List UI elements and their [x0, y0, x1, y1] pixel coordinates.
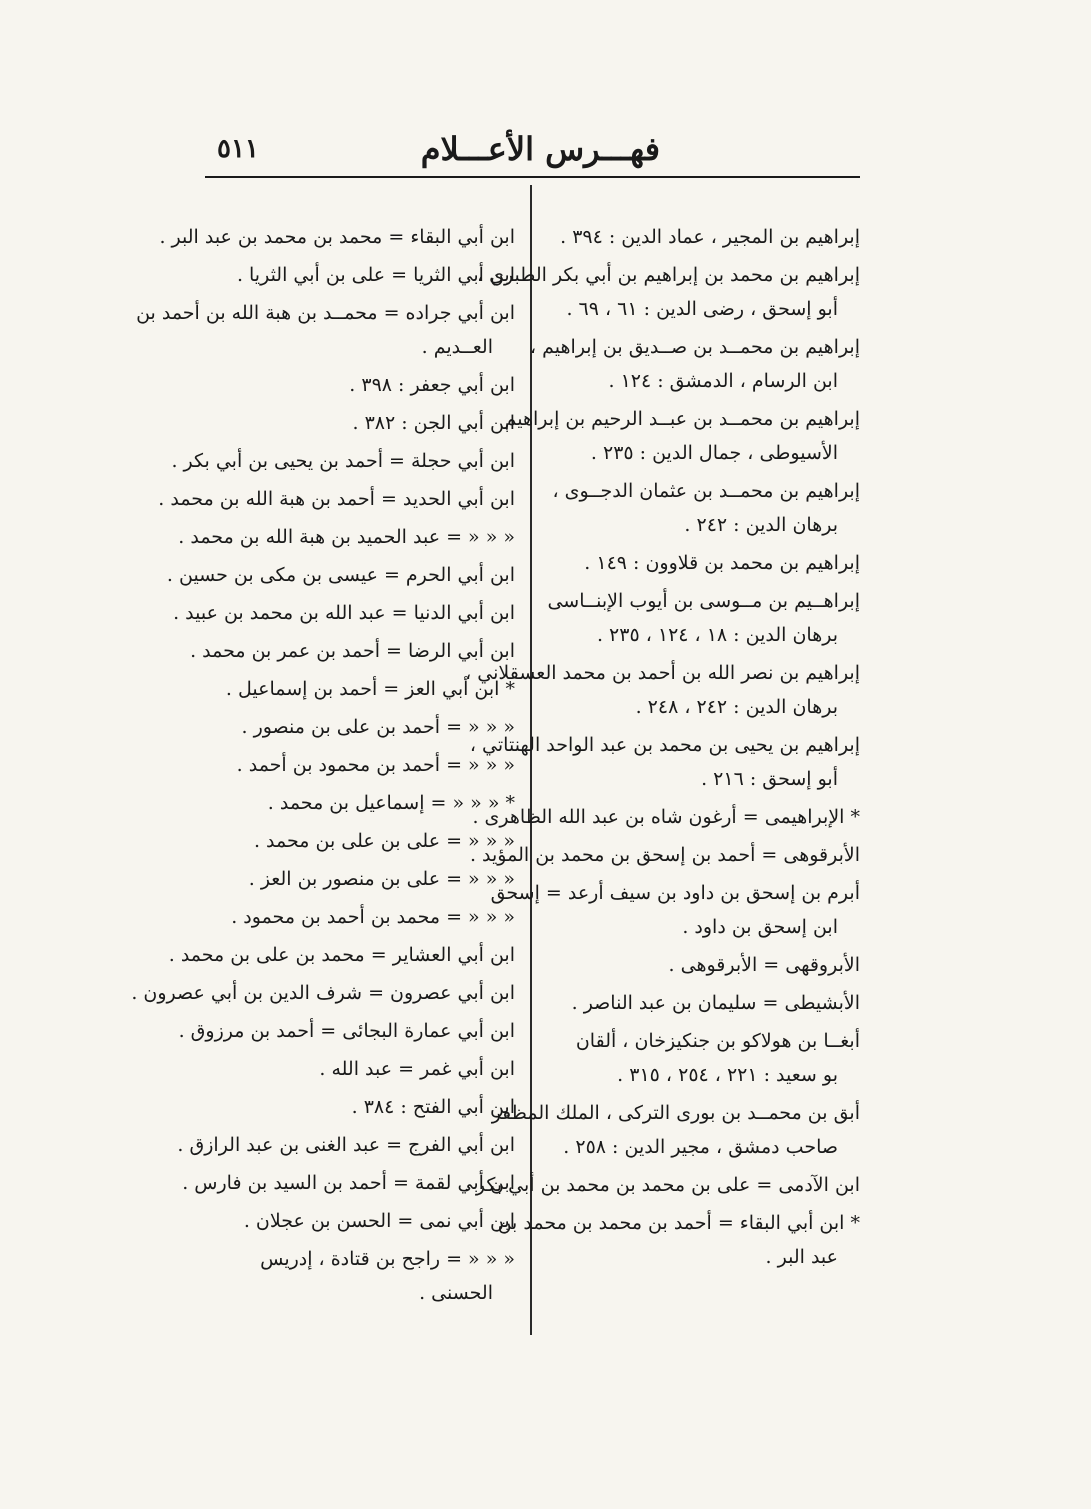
index-entry	[550, 220, 860, 254]
entry-line: ابن أبي عصرون = شرف الدين بن أبي عصرون .	[131, 982, 515, 1004]
index-entry	[182, 1166, 515, 1200]
entry-continuation: بو سعيد : ٢٢١ ، ٢٥٤ ، ٣١٥ .	[617, 1064, 838, 1086]
entry-continuation: أبو إسحق ، رضى الدين : ٦١ ، ٦٩ .	[566, 298, 838, 320]
entry-continuation: صاحب دمشق ، مجير الدين : ٢٥٨ .	[563, 1136, 838, 1158]
entry-line: « « « = محمد بن أحمد بن محمود .	[231, 906, 515, 928]
index-entry	[550, 1024, 860, 1092]
entry-continuation: الأسيوطى ، جمال الدين : ٢٣٥ .	[590, 442, 838, 464]
index-entry	[205, 900, 515, 934]
index-entry	[159, 220, 515, 254]
entry-line: ابن أبي البقاء = محمد بن محمد بن عبد البر .	[159, 226, 515, 248]
index-entry	[205, 824, 515, 858]
index-entry	[205, 672, 515, 706]
entry-line: « « « = عبد الحميد بن هبة الله بن محمد .	[178, 526, 515, 548]
entry-line: « « « = على بن منصور بن العز .	[248, 868, 515, 890]
entry-line: ابن أبي حجلة = أحمد بن يحيى بن أبي بكر .	[171, 450, 515, 472]
entry-line: ابن أبي جراده = محمــد بن هبة الله بن أحمد بن	[136, 302, 515, 324]
entry-line: ابن أبي الرضا = أحمد بن عمر بن محمد .	[190, 640, 515, 662]
entry-line: « « « = أحمد بن محمود بن أحمد .	[236, 754, 515, 776]
entry-continuation: برهان الدين : ٢٤٢ ، ٢٤٨ .	[635, 696, 838, 718]
entry-line: * ابن أبي العز = أحمد بن إسماعيل .	[225, 678, 515, 700]
entry-line: الأبرقوهى = أحمد بن إسحق بن محمد بن المؤيد .	[469, 844, 860, 866]
index-entry	[550, 948, 860, 982]
index-entry	[469, 728, 860, 796]
page-header	[205, 128, 860, 172]
entry-line: * « « « = إسماعيل بن محمد .	[267, 792, 515, 814]
entry-line: أبرم بن إسحق بن داود بن سيف أرعد = إسحق	[490, 882, 860, 904]
entry-line: ابن أبي الدنيا = عبد الله بن محمد بن عبيد .	[173, 602, 515, 624]
entry-line: ابن أبي الحديد = أحمد بن هبة الله بن محمد .	[158, 488, 515, 510]
entry-line: ابن أبي الجن : ٣٨٢ .	[352, 412, 515, 434]
entry-continuation: ابن إسحق بن داود .	[682, 916, 838, 938]
entry-continuation: برهان الدين : ١٨ ، ١٢٤ ، ٢٣٥ .	[596, 624, 838, 646]
index-entry	[178, 1014, 515, 1048]
entry-continuation: برهان الدين : ٢٤٢ .	[684, 514, 838, 536]
index-entry	[205, 1090, 515, 1124]
entry-line: الأبشيطى = سليمان بن عبد الناصر .	[571, 992, 860, 1014]
index-entry	[465, 656, 860, 724]
index-entry	[205, 1242, 515, 1310]
index-entry	[504, 402, 860, 470]
left-column	[131, 220, 515, 1314]
index-entry	[476, 258, 860, 326]
entry-continuation: الحسنى .	[419, 1282, 493, 1304]
entry-continuation: ابن الرسام ، الدمشق : ١٢٤ .	[608, 370, 838, 392]
entry-line: أبق بن محمــد بن بورى التركى ، الملك المظفر	[491, 1102, 860, 1124]
entry-line: إبراهيم بن محمــد بن عبــد الرحيم بن إبراهيم	[504, 408, 860, 430]
entry-line: ابن أبي الحرم = عيسى بن مكى بن حسين .	[166, 564, 515, 586]
index-entry	[529, 330, 860, 398]
index-entry	[205, 406, 515, 440]
index-entry	[550, 546, 860, 580]
entry-line: ابن أبي الفتح : ٣٨٤ .	[351, 1096, 515, 1118]
entry-line: إبراهيم بن المجير ، عماد الدين : ٣٩٤ .	[560, 226, 860, 248]
entry-line: الأبروقهى = الأبرقوهى .	[668, 954, 860, 976]
entry-line: ابن أبي نمى = الحسن بن عجلان .	[243, 1210, 515, 1232]
entry-continuation: أبو إسحق : ٢١٦ .	[701, 768, 838, 790]
entry-line: « « « = أحمد بن على بن منصور .	[241, 716, 515, 738]
index-entry	[158, 482, 515, 516]
header-rule	[205, 176, 860, 178]
page-number: ٥١١	[217, 134, 259, 164]
right-column	[463, 220, 860, 1278]
index-entry	[497, 1206, 860, 1274]
index-entry	[547, 584, 860, 652]
index-entry	[178, 520, 515, 554]
index-entry	[173, 596, 515, 630]
index-entry	[205, 862, 515, 896]
index-entry	[168, 938, 515, 972]
index-entry	[205, 1204, 515, 1238]
entry-line: ابن أبي الثريا = على بن أبي الثريا .	[236, 264, 515, 286]
entry-line: إبراهــيم بن مــوسى بن أيوب الإبنــاسى	[547, 590, 860, 612]
entry-continuation: العــديم .	[421, 336, 493, 358]
entry-line: ابن أبي غمر = عبد الله .	[319, 1058, 515, 1080]
index-entry	[550, 986, 860, 1020]
entry-line: ابن أبي الفرج = عبد الغنى بن عبد الرازق .	[177, 1134, 515, 1156]
index-entry	[131, 976, 515, 1010]
entry-line: ابن أبي لقمة = أحمد بن السيد بن فارس .	[182, 1172, 515, 1194]
entry-line: أبغــا بن هولاكو بن جنكيزخان ، ألقان	[575, 1030, 860, 1052]
index-entry	[205, 1052, 515, 1086]
entry-line: ابن الآدمى = على بن محمد بن محمد بن أبي بكر .	[463, 1174, 860, 1196]
entry-line: ابن أبي العشاير = محمد بن على بن محمد .	[168, 944, 515, 966]
entry-line: إبراهيم بن يحيى بن محمد بن عبد الواحد الهنتاتي ،	[469, 734, 860, 756]
entry-line: ابن أبي جعفر : ٣٩٨ .	[349, 374, 515, 396]
entry-continuation: عبد البر .	[765, 1246, 838, 1268]
index-entry	[166, 558, 515, 592]
index-entry	[472, 800, 860, 834]
index-entry	[490, 876, 860, 944]
entry-line: * ابن أبي البقاء = أحمد بن محمد بن محمد بن	[497, 1212, 860, 1234]
index-entry	[177, 1128, 515, 1162]
index-entry	[205, 368, 515, 402]
entry-line: ابن أبي عمارة البجائى = أحمد بن مرزوق .	[178, 1020, 515, 1042]
entry-line: « « « = على بن على بن محمد .	[253, 830, 515, 852]
index-entry	[205, 786, 515, 820]
entry-line: « « « = راجح بن قتادة ، إدريس	[260, 1248, 515, 1270]
entry-line: إبراهيم بن محمــد بن عثمان الدجــوى ،	[552, 480, 860, 502]
entry-line: * الإبراهيمى = أرغون شاه بن عبد الله الظاهرى .	[472, 806, 860, 828]
index-entry	[469, 838, 860, 872]
index-entry	[171, 444, 515, 478]
index-entry	[136, 296, 515, 364]
page-title: فهـــرس الأعـــلام	[420, 130, 660, 168]
entry-line: إبراهيم بن محمد بن قلاوون : ١٤٩ .	[584, 552, 860, 574]
index-entry	[463, 1168, 860, 1202]
index-entry	[205, 710, 515, 744]
entry-line: إبراهيم بن محمد بن إبراهيم بن أبي بكر الطبري ،	[476, 264, 860, 286]
entry-line: إبراهيم بن محمــد بن صــديق بن إبراهيم ،	[529, 336, 860, 358]
index-entry	[205, 258, 515, 292]
entry-line: إبراهيم بن نصر الله بن أحمد بن محمد العسقلاني ،	[465, 662, 860, 684]
index-entry	[550, 474, 860, 542]
index-entry	[205, 748, 515, 782]
index-entry	[491, 1096, 860, 1164]
index-entry	[190, 634, 515, 668]
